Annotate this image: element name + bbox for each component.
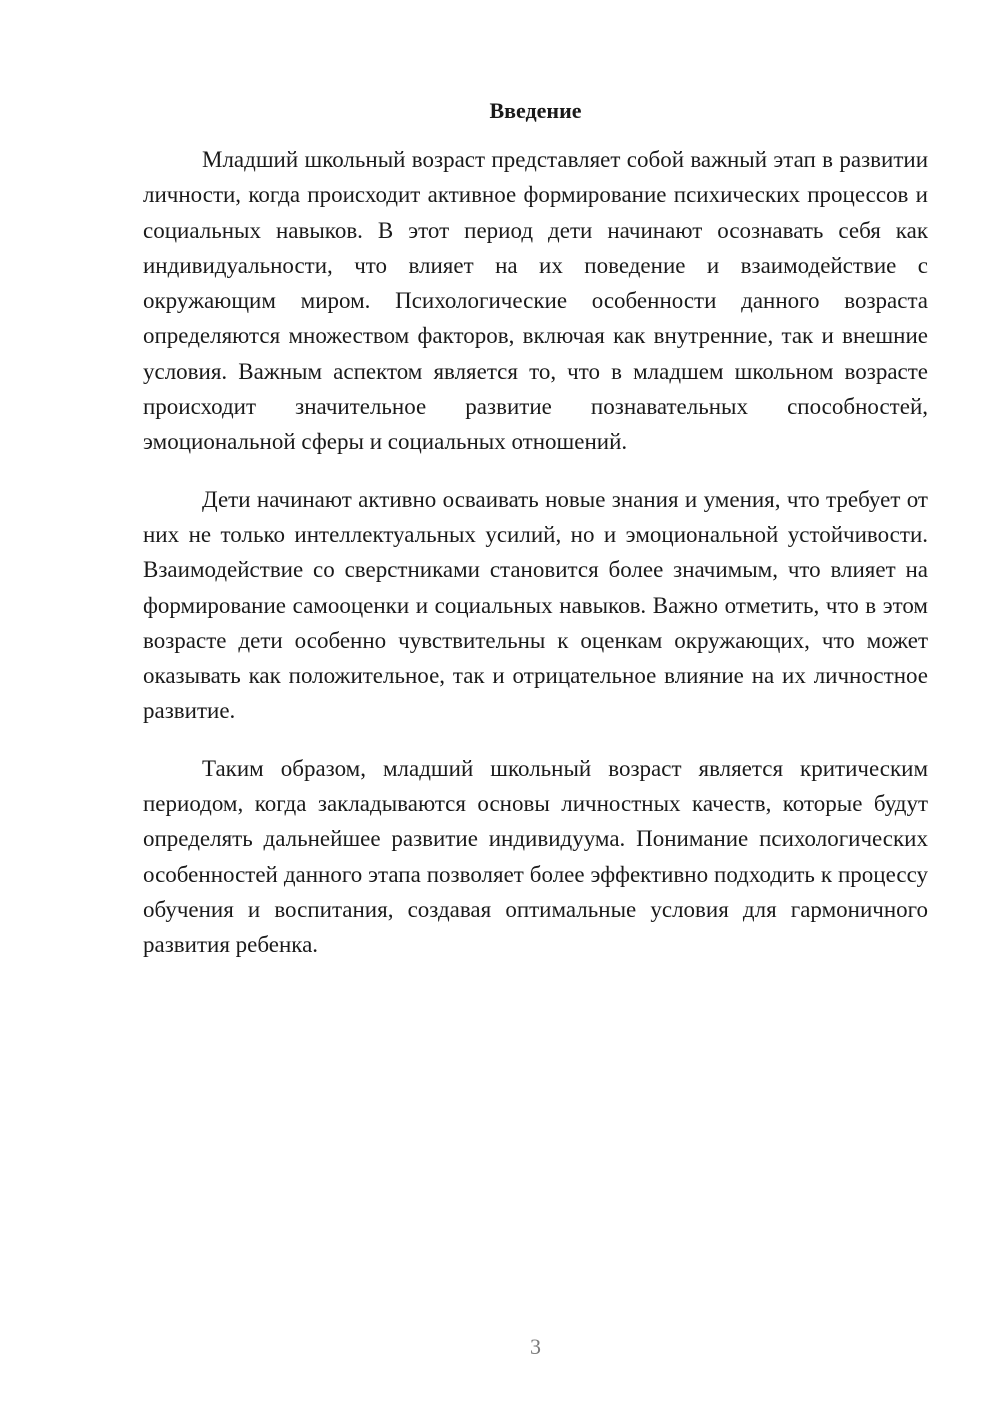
paragraph-2: Дети начинают активно осваивать новые знания и умения, что требует от них не только интеллектуальных усилий, но и эмоциональной устойчивости. Взаимодействие со сверстниками становится более значимым, что влияет на формирование самооценки и социальных навыков. Важно отметить, что в этом возрасте дети особенно чувствительны к оценкам окружающих, что может оказывать как положительное, так и отрицательное влияние на их личностное развитие.: [143, 486, 928, 724]
body-text: [143, 142, 928, 985]
paragraph-1: Младший школьный возраст представляет собой важный этап в развитии личности, когда происходит активное формирование психических процессов и социальных навыков. В этот период дети начинают осознавать себя как индивидуальности, что влияет на их поведение и взаимодействие с окружающим миром. Психологические особенности данного возраста определяются множеством факторов, включая как внутренние, так и внешние условия. Важным аспектом является то, что в младшем школьном возрасте происходит значительное развитие познавательных способностей, эмоциональной сферы и социальных отношений.: [143, 147, 928, 455]
paragraph-3: Таким образом, младший школьный возраст является критическим периодом, когда закладываются основы личностных качеств, которые будут определять дальнейшее развитие индивидуума. Понимание психологических особенностей данного этапа позволяет более эффективно подходить к процессу обучения и воспитания, создавая оптимальные условия для гармоничного развития ребенка.: [143, 755, 928, 958]
page-number: 3: [530, 1334, 541, 1359]
section-heading: Введение: [489, 98, 582, 123]
